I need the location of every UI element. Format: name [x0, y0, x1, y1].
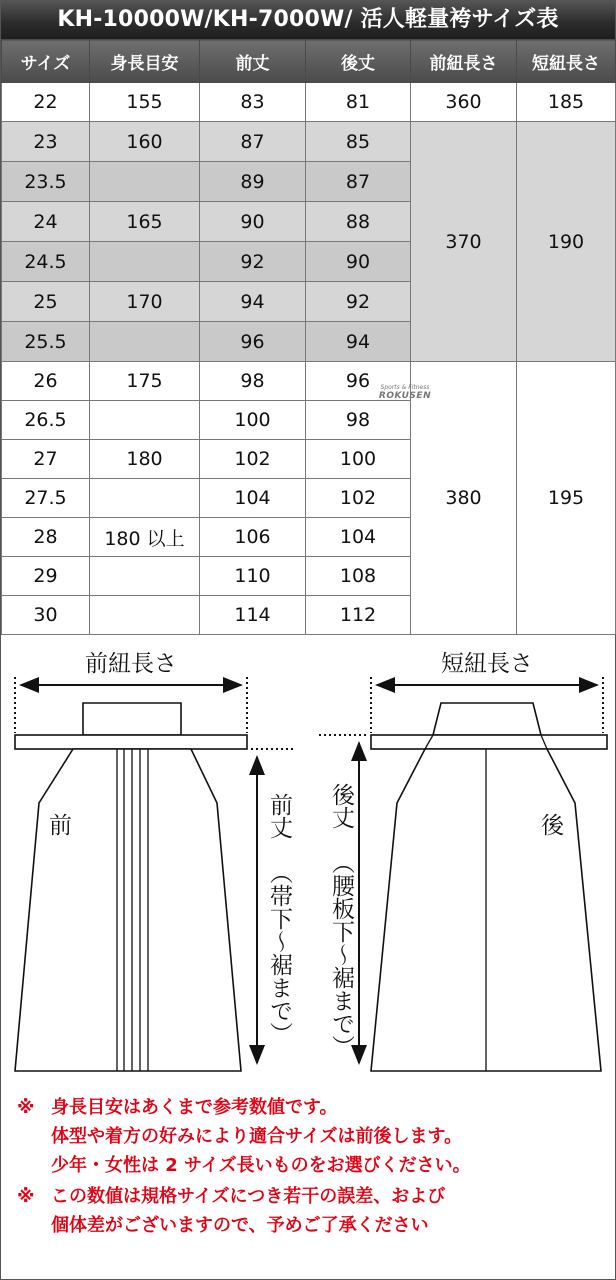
size-group-3	[2, 362, 616, 635]
cell-back-length: 81	[306, 83, 411, 122]
cell-size: 26.5	[2, 401, 90, 440]
front-length-note: （帯下〜裾まで）	[266, 861, 292, 1045]
back-label: 後	[541, 813, 564, 839]
cell-front-length: 102	[200, 440, 306, 479]
cell-front-length: 100	[200, 401, 306, 440]
back-waistband	[371, 735, 607, 749]
cell-size: 30	[2, 596, 90, 635]
cell-height	[90, 479, 200, 518]
front-waistband-top	[83, 703, 181, 735]
cell-size: 29	[2, 557, 90, 596]
cell-front-length: 106	[200, 518, 306, 557]
cell-size: 27.5	[2, 479, 90, 518]
cell-height: 180 以上	[90, 518, 200, 557]
cell-front-cord: 360	[411, 83, 517, 122]
cell-front-length: 96	[200, 322, 306, 362]
cell-front-length: 83	[200, 83, 306, 122]
table-row	[2, 122, 616, 162]
front-label: 前	[49, 813, 72, 839]
note-2-line-1: この数値は規格サイズにつき若干の誤差、および	[51, 1186, 446, 1207]
cell-height: 155	[90, 83, 200, 122]
cell-height	[90, 557, 200, 596]
cell-short-cord: 195	[517, 362, 616, 635]
cell-back-length: 112	[306, 596, 411, 635]
note-1-line-1: 身長目安はあくまで参考数値です。	[51, 1097, 338, 1118]
table-row	[2, 83, 616, 122]
cell-front-length: 87	[200, 122, 306, 162]
cell-back-length: 104	[306, 518, 411, 557]
front-waistband	[15, 735, 247, 749]
cell-back-length: 98	[306, 401, 411, 440]
cell-height	[90, 242, 200, 282]
cell-front-length: 94	[200, 282, 306, 322]
cell-front-length: 90	[200, 202, 306, 242]
size-group-1	[2, 83, 616, 122]
col-header-front-length: 前丈	[200, 40, 306, 83]
cell-front-cord: 380	[411, 362, 517, 635]
cell-back-length: 108	[306, 557, 411, 596]
cell-size: 23.5	[2, 162, 90, 202]
cell-size: 24	[2, 202, 90, 242]
cell-short-cord: 190	[517, 122, 616, 362]
cell-front-length: 110	[200, 557, 306, 596]
cell-front-length: 114	[200, 596, 306, 635]
back-length-note: （腰板下〜裾まで）	[328, 851, 354, 1058]
cell-short-cord: 185	[517, 83, 616, 122]
front-length-label: 前丈	[266, 793, 292, 839]
cell-back-length: 94	[306, 322, 411, 362]
cell-height: 175	[90, 362, 200, 401]
front-skirt	[15, 749, 241, 1071]
cell-back-length: 87	[306, 162, 411, 202]
cell-size: 22	[2, 83, 90, 122]
col-header-short-cord: 短紐長さ	[517, 40, 616, 83]
note-mark: ※	[17, 1186, 35, 1207]
col-header-front-cord: 前紐長さ	[411, 40, 517, 83]
table-row	[2, 362, 616, 401]
size-table	[1, 39, 616, 635]
table-header-row	[2, 40, 616, 83]
cell-size: 25.5	[2, 322, 90, 362]
cell-back-length: 92	[306, 282, 411, 322]
cell-height	[90, 401, 200, 440]
back-hakama	[371, 703, 607, 1071]
cell-front-length: 89	[200, 162, 306, 202]
cell-height: 165	[90, 202, 200, 242]
cell-size: 23	[2, 122, 90, 162]
cell-size: 27	[2, 440, 90, 479]
cell-height	[90, 322, 200, 362]
col-header-size: サイズ	[2, 40, 90, 83]
note-2-line-2: 個体差がございますので、予めご了承ください	[51, 1215, 429, 1236]
size-group-2	[2, 122, 616, 362]
cell-back-length: 102	[306, 479, 411, 518]
col-header-back-length: 後丈	[306, 40, 411, 83]
cell-back-length: 90	[306, 242, 411, 282]
chart-title: KH-10000W/KH-7000W/ 活人軽量袴サイズ表	[1, 1, 615, 39]
cell-front-length: 92	[200, 242, 306, 282]
cell-height: 170	[90, 282, 200, 322]
hakama-diagram	[1, 633, 615, 1093]
watermark-tagline: Sports & Fitness	[380, 384, 430, 391]
note-1	[1, 1093, 615, 1180]
cell-height: 180	[90, 440, 200, 479]
cell-front-cord: 370	[411, 122, 517, 362]
cell-front-length: 98	[200, 362, 306, 401]
cell-back-length: 85	[306, 122, 411, 162]
cell-height	[90, 596, 200, 635]
cell-height: 160	[90, 122, 200, 162]
cell-back-length: 88	[306, 202, 411, 242]
cell-height	[90, 162, 200, 202]
cell-front-length: 104	[200, 479, 306, 518]
back-length-label: 後丈	[328, 783, 354, 829]
watermark-brand: ROKUSEN	[378, 391, 432, 401]
front-hakama	[15, 703, 247, 1071]
note-2	[1, 1182, 615, 1240]
col-header-height: 身長目安	[90, 40, 200, 83]
cell-size: 24.5	[2, 242, 90, 282]
cell-size: 28	[2, 518, 90, 557]
cell-back-length: 100	[306, 440, 411, 479]
cell-size: 26	[2, 362, 90, 401]
note-1-line-2: 体型や着方の好みにより適合サイズは前後します。	[51, 1126, 463, 1147]
notes	[1, 1093, 615, 1240]
note-mark: ※	[17, 1097, 35, 1118]
front-cord-label: 前紐長さ	[85, 651, 177, 677]
short-cord-label: 短紐長さ	[441, 651, 533, 677]
cell-size: 25	[2, 282, 90, 322]
note-1-line-3: 少年・女性は 2 サイズ長いものをお選びください。	[51, 1155, 471, 1176]
back-koshiita	[433, 703, 541, 735]
cell-back-length: 96	[306, 362, 411, 401]
brand-watermark	[370, 383, 440, 401]
